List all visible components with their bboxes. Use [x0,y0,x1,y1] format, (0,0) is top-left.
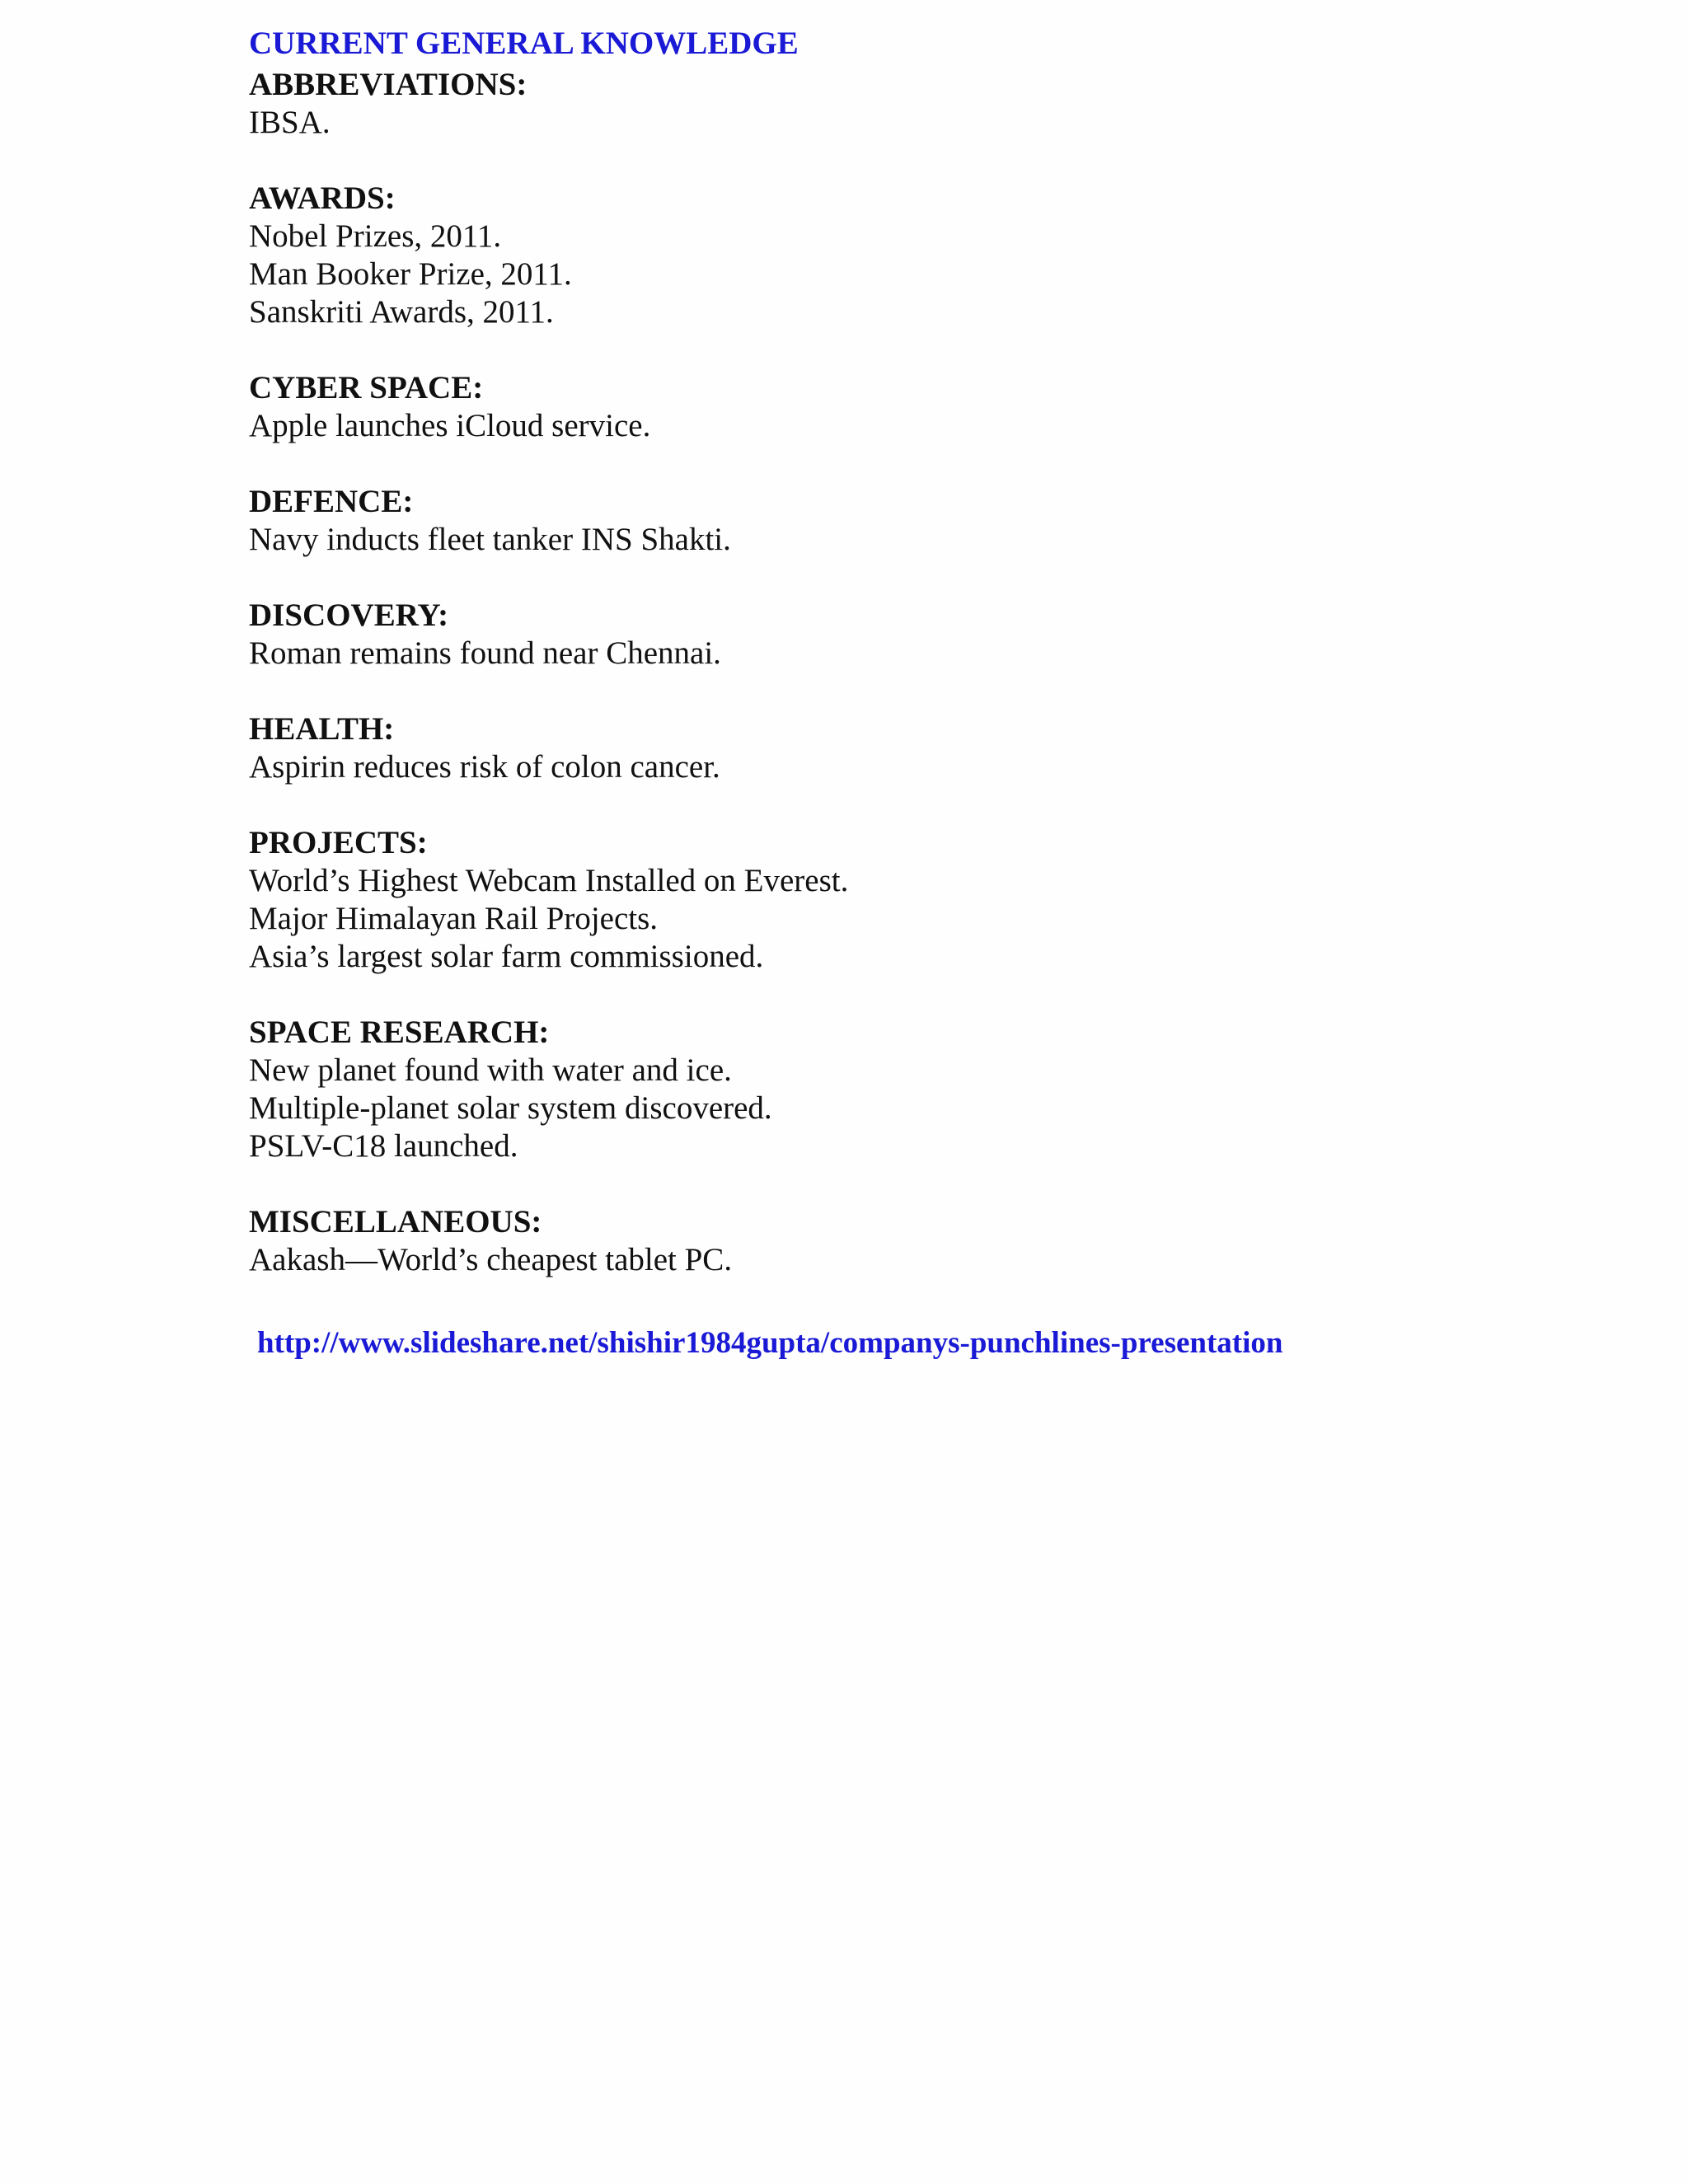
section-entry: New planet found with water and ice. [249,1052,732,1088]
section-entry: Asia’s largest solar farm commissioned. [249,939,764,974]
section-entry: Apple launches iCloud service. [249,408,651,443]
section-defence [249,483,1485,559]
section-entry: Major Himalayan Rail Projects. [249,901,659,936]
section-entry: Aakash—World’s cheapest tablet PC. [249,1242,733,1277]
section-heading: DEFENCE: [249,484,414,519]
section-heading: DISCOVERY: [249,598,449,633]
section-heading: ABBREVIATIONS: [249,67,528,102]
section-discovery [249,597,1485,673]
section-heading: HEALTH: [249,711,395,747]
section-awards [249,180,1485,331]
section-health [249,710,1485,786]
section-heading: SPACE RESEARCH: [249,1015,550,1050]
document-title: CURRENT GENERAL KNOWLEDGE [249,26,799,61]
section-heading: CYBER SPACE: [249,370,484,405]
section-heading: AWARDS: [249,180,396,216]
section-entry: Aspirin reduces risk of colon cancer. [249,749,720,785]
document-content [249,21,1485,1317]
section-entry: Sanskriti Awards, 2011. [249,294,554,330]
section-entry: IBSA. [249,105,331,140]
section-cyber-space [249,369,1485,445]
section-miscellaneous [249,1203,1485,1279]
section-space-research [249,1014,1485,1165]
section-entry: Multiple-planet solar system discovered. [249,1090,772,1126]
section-entry: PSLV-C18 launched. [249,1128,518,1164]
section-entry: Man Booker Prize, 2011. [249,256,572,292]
section-heading: PROJECTS: [249,825,428,860]
section-entry: Roman remains found near Chennai. [249,635,721,671]
section-entry: Navy inducts fleet tanker INS Shakti. [249,522,731,557]
source-link[interactable]: http://www.slideshare.net/shishir1984gupta/companys-punchlines-presentation [257,1326,1283,1360]
section-entry: Nobel Prizes, 2011. [249,218,502,254]
section-projects [249,824,1485,976]
section-heading: MISCELLANEOUS: [249,1204,542,1240]
section-entry: World’s Highest Webcam Installed on Everest. [249,863,849,898]
section-abbreviations [249,66,1485,142]
